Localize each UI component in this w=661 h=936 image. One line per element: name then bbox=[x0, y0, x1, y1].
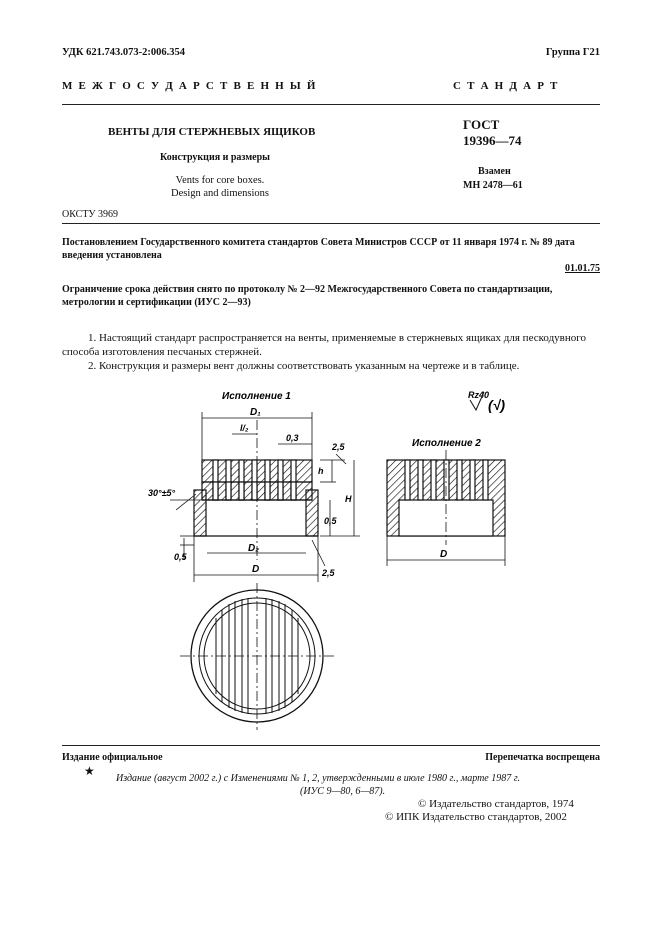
dim-d-v2: D bbox=[440, 549, 448, 560]
dim-03: 0,3 bbox=[286, 433, 299, 443]
dim-05a: 0,5 bbox=[324, 516, 337, 526]
roughness-mark: Rz40 bbox=[468, 390, 490, 400]
version1-label: Исполнение 1 bbox=[222, 391, 291, 402]
udk-code: УДК 621.743.073-2:006.354 bbox=[62, 47, 185, 58]
limit-text: Ограничение срока действия снято по протоколу № 2—92 Межгосударственного Совета по стандартизации, метрологии и сертификации (ИУС 2—93) bbox=[62, 284, 553, 308]
dim-H: H bbox=[345, 494, 352, 504]
gost-label: ГОСТ bbox=[463, 117, 500, 132]
decree-date: 01.01.75 bbox=[565, 263, 600, 274]
vent-plan-view bbox=[180, 583, 334, 730]
dim-25b: 2,5 bbox=[322, 568, 335, 578]
standard-type-left: М Е Ж Г О С У Д А Р С Т В Е Н Н Ы Й bbox=[62, 80, 316, 92]
official-edition: Издание официальное bbox=[62, 752, 163, 763]
replaces-label: Взамен bbox=[478, 166, 511, 177]
edition-line2: (ИУС 9—80, 6—87). bbox=[300, 786, 386, 797]
title-ru: ВЕНТЫ ДЛЯ СТЕРЖНЕВЫХ ЯЩИКОВ bbox=[108, 126, 316, 138]
group-code: Группа Г21 bbox=[545, 47, 600, 58]
dim-h: h bbox=[318, 466, 324, 476]
edition-line1: Издание (август 2002 г.) с Изменениями № 1, 2, утвержденными в июле 1980 г., марте 1987 г. bbox=[116, 773, 520, 784]
decree-text: Постановлением Государственного комитета стандартов Совета Министров СССР от 11 января 1974 г. № 89 дата введения установлена bbox=[62, 237, 575, 261]
dim-l: l/₂ bbox=[240, 423, 249, 433]
version2-label: Исполнение 2 bbox=[412, 438, 481, 449]
gost-number: 19396—74 bbox=[463, 133, 522, 148]
roughness-tail: (√) bbox=[488, 397, 506, 413]
title-en-line2: Design and dimensions bbox=[171, 188, 269, 199]
vent-section-v2 bbox=[387, 450, 505, 545]
dim-angle: 30°±5° bbox=[148, 488, 176, 498]
copyright-2002: © ИПК Издательство стандартов, 2002 bbox=[385, 811, 567, 823]
reprint-notice: Перепечатка воспрещена bbox=[485, 752, 600, 763]
title-en-line1: Vents for core boxes. bbox=[175, 175, 265, 186]
dim-d1: D₁ bbox=[250, 407, 261, 418]
dim-d2: D₂ bbox=[248, 543, 260, 554]
dim-05b: 0,5 bbox=[174, 552, 187, 562]
footer-divider bbox=[62, 745, 600, 746]
star-icon: ★ bbox=[84, 764, 95, 778]
replaces-number: МН 2478—61 bbox=[463, 180, 523, 191]
vent-section-v1 bbox=[194, 420, 318, 560]
copyright-1974: © Издательство стандартов, 1974 bbox=[418, 798, 574, 810]
standard-type-right: С Т А Н Д А Р Т bbox=[453, 80, 558, 92]
paragraph-1: 1. Настоящий стандарт распространяется на венты, применяемые в стержневых ящиках для пескодувного способа изготовления песчаных стержней. bbox=[62, 332, 586, 358]
dim-d: D bbox=[252, 564, 260, 575]
paragraph-2: 2. Конструкция и размеры вент должны соответствовать указанным на чертеже и в таблице. bbox=[88, 360, 520, 372]
okstu-code: ОКСТУ 3969 bbox=[62, 209, 119, 220]
subtitle-ru: Конструкция и размеры bbox=[160, 152, 270, 163]
dim-25a: 2,5 bbox=[332, 442, 345, 452]
